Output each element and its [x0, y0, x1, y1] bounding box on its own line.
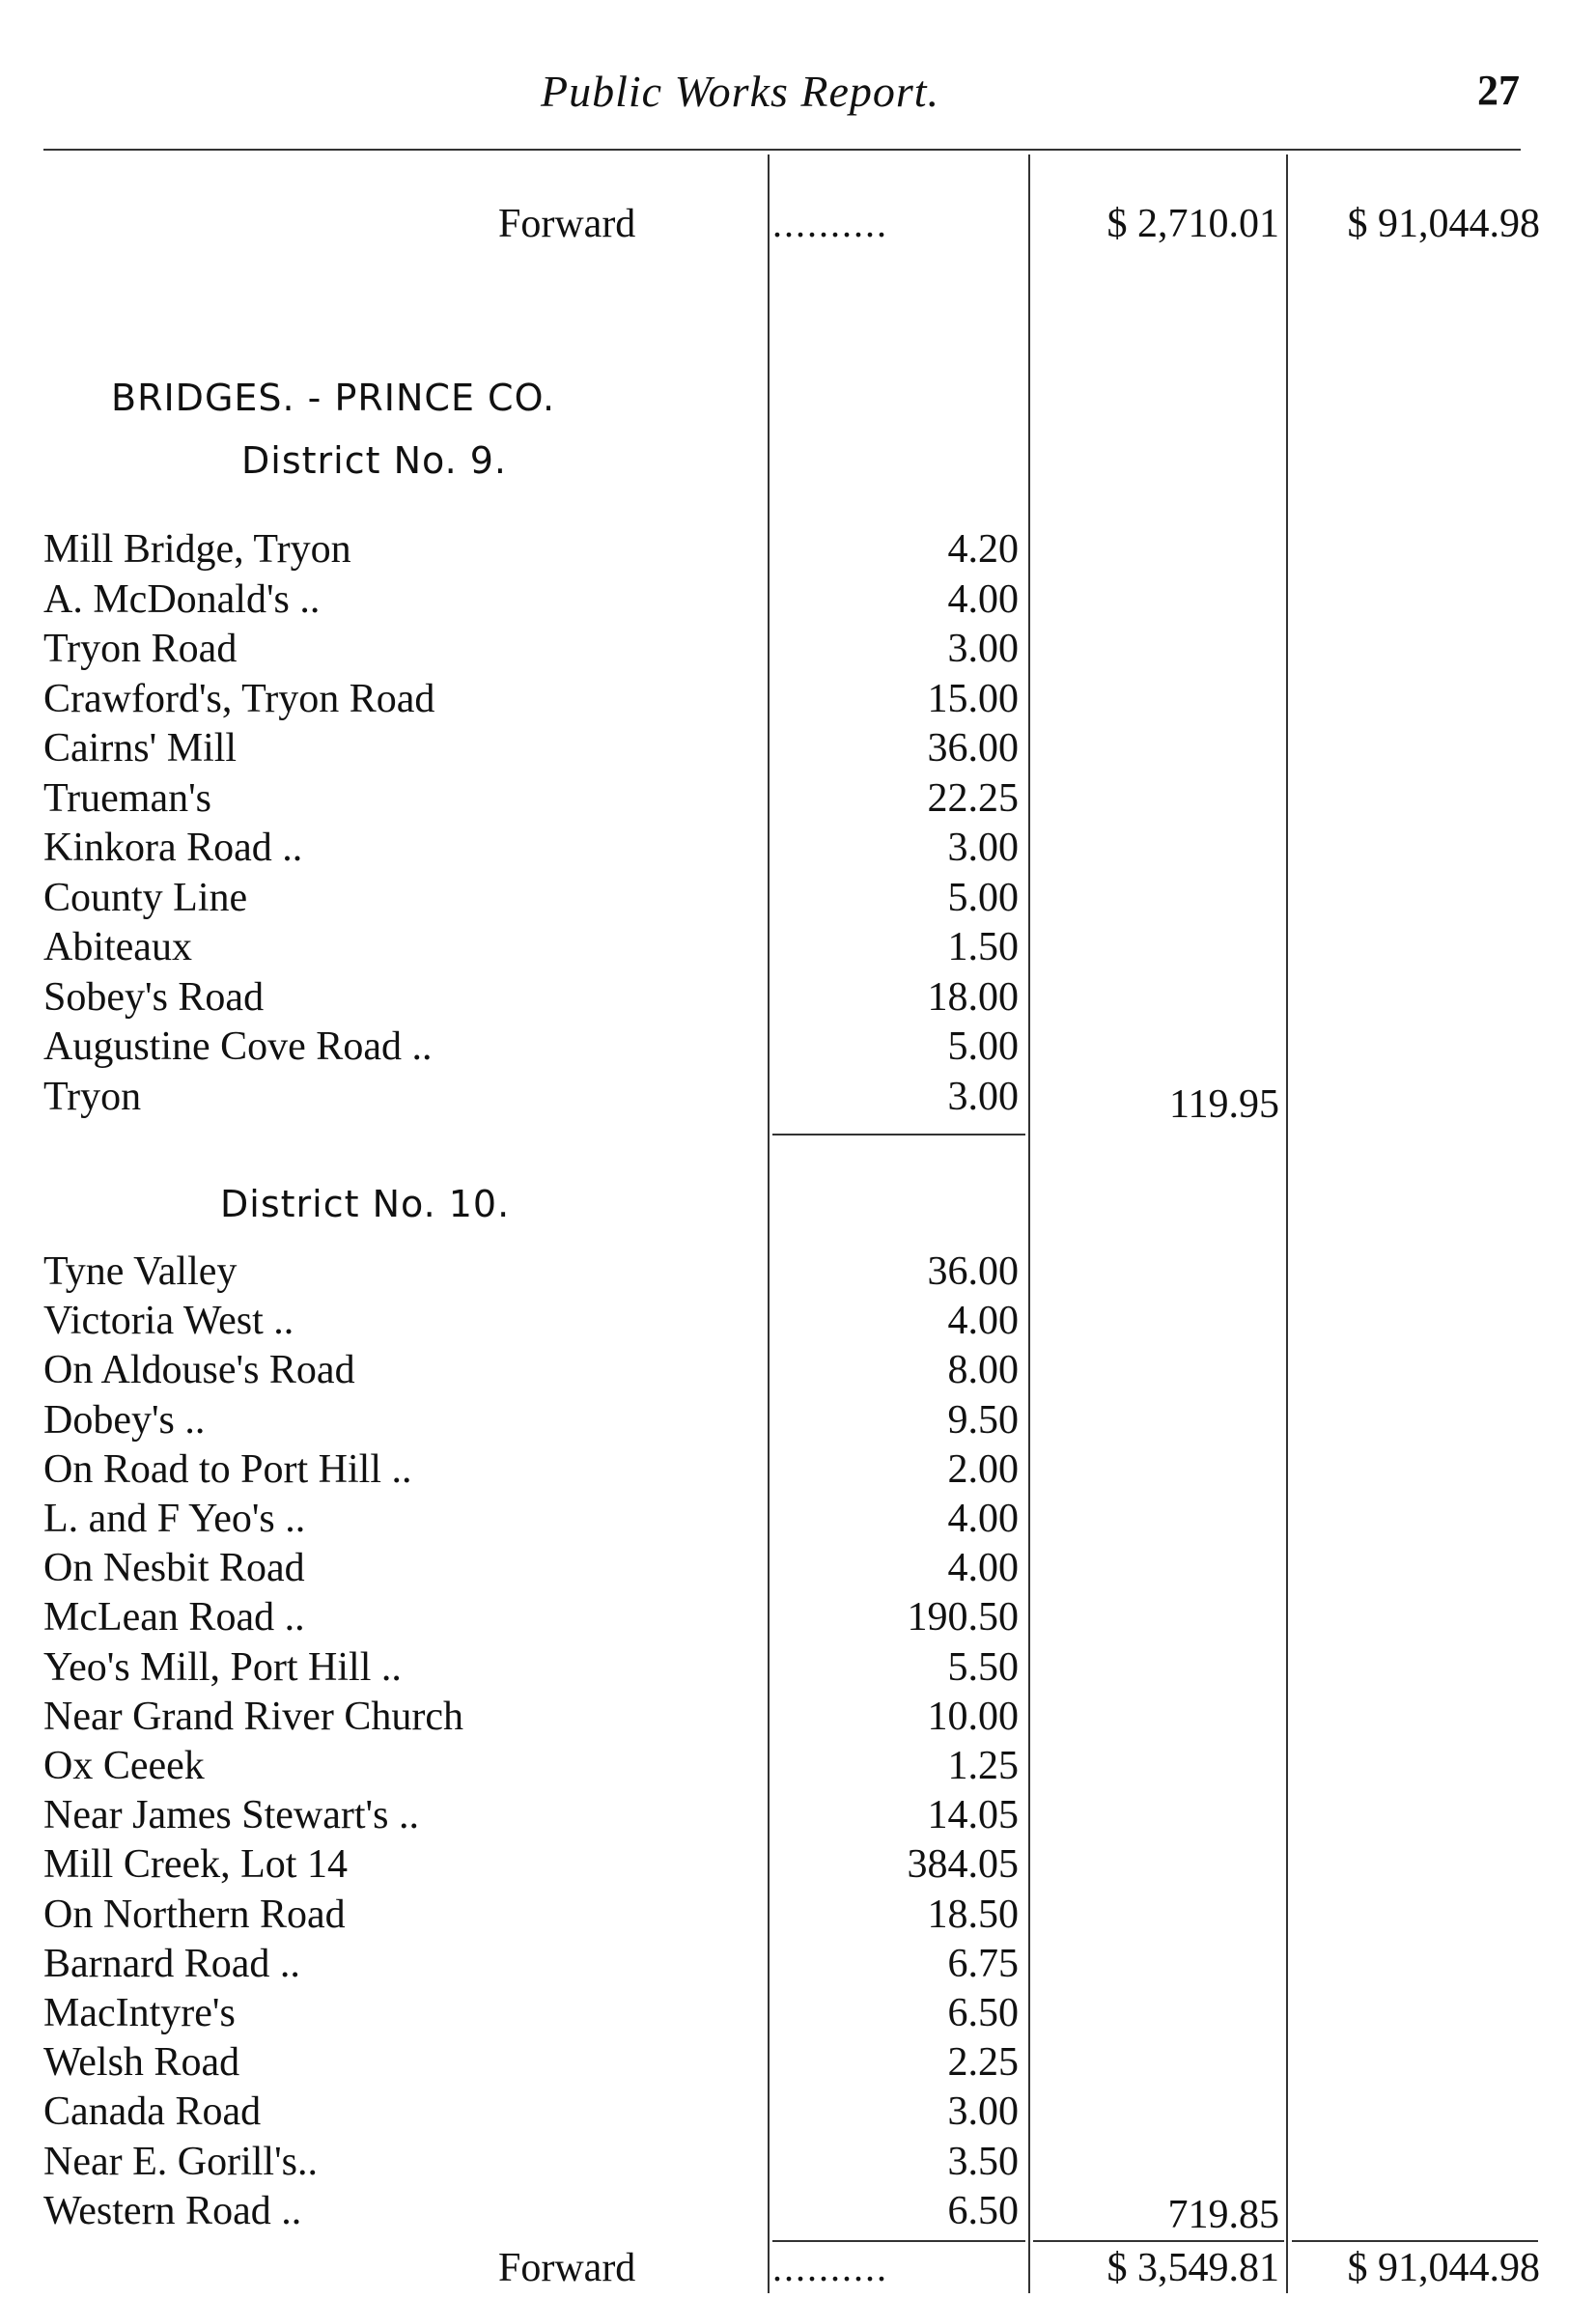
item-value: 15.00: [927, 676, 1019, 721]
bottom-rule-2: [1033, 2240, 1284, 2242]
forward-amount-bottom-1: $ 3,549.81: [1106, 2246, 1279, 2290]
list-item: [43, 2089, 1019, 2138]
item-name: MacIntyre's: [43, 1991, 236, 2035]
item-name: Tyne Valley: [43, 1249, 238, 1294]
list-item: [43, 974, 1019, 1023]
item-value: 18.00: [927, 974, 1019, 1020]
list-item: [43, 775, 1019, 825]
item-value: 6.50: [947, 2188, 1019, 2233]
list-item: [43, 526, 1019, 575]
list-item: [43, 1841, 1019, 1891]
item-name: Near Grand River Church: [43, 1694, 464, 1739]
item-name: Victoria West ..: [43, 1299, 294, 1344]
item-value: 1.25: [947, 1744, 1019, 1788]
item-name: County Line: [43, 875, 248, 920]
forward-dots-top: ..........: [772, 202, 888, 245]
item-name: Barnard Road ..: [43, 1941, 300, 1986]
list-item: [43, 2139, 1019, 2188]
item-name: Kinkora Road ..: [43, 826, 303, 870]
item-value: 5.00: [947, 875, 1019, 920]
list-item: [43, 825, 1019, 874]
item-name: Western Road ..: [43, 2188, 302, 2233]
item-name: On Nesbit Road: [43, 1546, 305, 1591]
list-item: [43, 1644, 1019, 1694]
item-name: Cairns' Mill: [43, 726, 238, 771]
list-item: [43, 924, 1019, 973]
item-value: 36.00: [927, 726, 1019, 771]
list-item: [43, 676, 1019, 725]
list-item: [43, 626, 1019, 675]
list-item: [43, 1892, 1019, 1941]
item-value: 5.50: [947, 1644, 1019, 1690]
district-10-heading: District No. 10.: [220, 1183, 511, 1225]
item-name: McLean Road ..: [43, 1595, 305, 1640]
item-value: 4.00: [947, 1299, 1019, 1344]
list-item: [43, 1298, 1019, 1347]
item-name: Tryon Road: [43, 627, 238, 671]
item-value: 9.50: [947, 1397, 1019, 1443]
forward-label-top: Forward: [498, 202, 636, 246]
item-value: 22.25: [927, 775, 1019, 821]
item-value: 3.00: [947, 627, 1019, 671]
forward-amount-top-1: $ 2,710.01: [1106, 202, 1279, 246]
page-number: 27: [1477, 67, 1520, 114]
district-9-subtotal: 119.95: [1169, 1082, 1279, 1127]
item-name: Welsh Road: [43, 2040, 240, 2086]
section-heading: BRIDGES. - PRINCE CO.: [111, 377, 556, 419]
list-item: [43, 1594, 1019, 1643]
list-item: [43, 725, 1019, 774]
item-value: 4.00: [947, 1546, 1019, 1591]
item-value: 18.50: [927, 1892, 1019, 1937]
item-value: 36.00: [927, 1249, 1019, 1294]
item-name: Near E. Gorill's..: [43, 2139, 318, 2184]
bottom-rule-3: [1292, 2240, 1538, 2242]
item-name: Canada Road: [43, 2089, 262, 2135]
header-rule: [43, 149, 1521, 151]
list-item: [43, 1397, 1019, 1446]
item-value: 4.20: [947, 527, 1019, 572]
item-name: Trueman's: [43, 775, 212, 821]
list-item: [43, 1074, 1019, 1123]
item-value: 6.75: [947, 1941, 1019, 1986]
item-name: Ox Ceeek: [43, 1744, 205, 1788]
page-header-title: Public Works Report.: [541, 67, 940, 116]
item-name: L. and F Yeo's ..: [43, 1497, 306, 1541]
item-value: 3.50: [947, 2139, 1019, 2184]
list-item: [43, 1545, 1019, 1594]
list-item: [43, 2188, 1019, 2237]
list-item: [43, 1941, 1019, 1990]
item-value: 3.00: [947, 826, 1019, 870]
forward-label-bottom: Forward: [498, 2246, 636, 2290]
district-9-rule: [772, 1134, 1025, 1135]
list-item: [43, 1743, 1019, 1792]
item-value: 14.05: [927, 1793, 1019, 1838]
list-item: [43, 1496, 1019, 1545]
item-name: Sobey's Road: [43, 974, 265, 1020]
item-value: 3.00: [947, 1074, 1019, 1119]
list-item: [43, 1248, 1019, 1298]
item-name: A. McDonald's ..: [43, 576, 321, 622]
list-item: [43, 875, 1019, 924]
item-value: 4.00: [947, 576, 1019, 622]
item-name: Abiteaux: [43, 925, 192, 969]
item-value: 2.00: [947, 1446, 1019, 1492]
item-value: 190.50: [907, 1595, 1019, 1640]
item-value: 6.50: [947, 1991, 1019, 2035]
list-item: [43, 1023, 1019, 1073]
list-item: [43, 1792, 1019, 1841]
item-name: Near James Stewart's ..: [43, 1793, 419, 1838]
column-rule-2: [1028, 154, 1030, 2293]
bottom-rule-1: [772, 2240, 1025, 2242]
item-value: 8.00: [947, 1348, 1019, 1393]
forward-dots-bottom: ..........: [772, 2246, 888, 2289]
district-9-heading: District No. 9.: [241, 439, 507, 482]
item-name: Mill Bridge, Tryon: [43, 527, 351, 572]
item-name: Crawford's, Tryon Road: [43, 676, 435, 721]
item-name: Yeo's Mill, Port Hill ..: [43, 1644, 402, 1690]
item-value: 2.25: [947, 2040, 1019, 2086]
list-item: [43, 576, 1019, 626]
item-name: Augustine Cove Road ..: [43, 1024, 433, 1069]
item-name: Mill Creek, Lot 14: [43, 1842, 348, 1888]
list-item: [43, 1347, 1019, 1396]
item-name: Tryon: [43, 1074, 142, 1119]
list-item: [43, 1446, 1019, 1496]
item-value: 384.05: [907, 1842, 1019, 1888]
item-name: On Road to Port Hill ..: [43, 1446, 412, 1492]
item-value: 5.00: [947, 1024, 1019, 1069]
list-item: [43, 2039, 1019, 2089]
list-item: [43, 1990, 1019, 2039]
district-10-subtotal: 719.85: [1167, 2193, 1279, 2237]
item-name: Dobey's ..: [43, 1397, 206, 1443]
item-name: On Northern Road: [43, 1892, 346, 1937]
forward-amount-top-2: $ 91,044.98: [1347, 202, 1540, 246]
list-item: [43, 1694, 1019, 1743]
forward-amount-bottom-2: $ 91,044.98: [1347, 2246, 1540, 2290]
item-value: 4.00: [947, 1497, 1019, 1541]
item-value: 1.50: [947, 925, 1019, 969]
item-name: On Aldouse's Road: [43, 1348, 355, 1393]
item-value: 3.00: [947, 2089, 1019, 2135]
column-rule-3: [1286, 154, 1288, 2293]
item-value: 10.00: [927, 1694, 1019, 1739]
